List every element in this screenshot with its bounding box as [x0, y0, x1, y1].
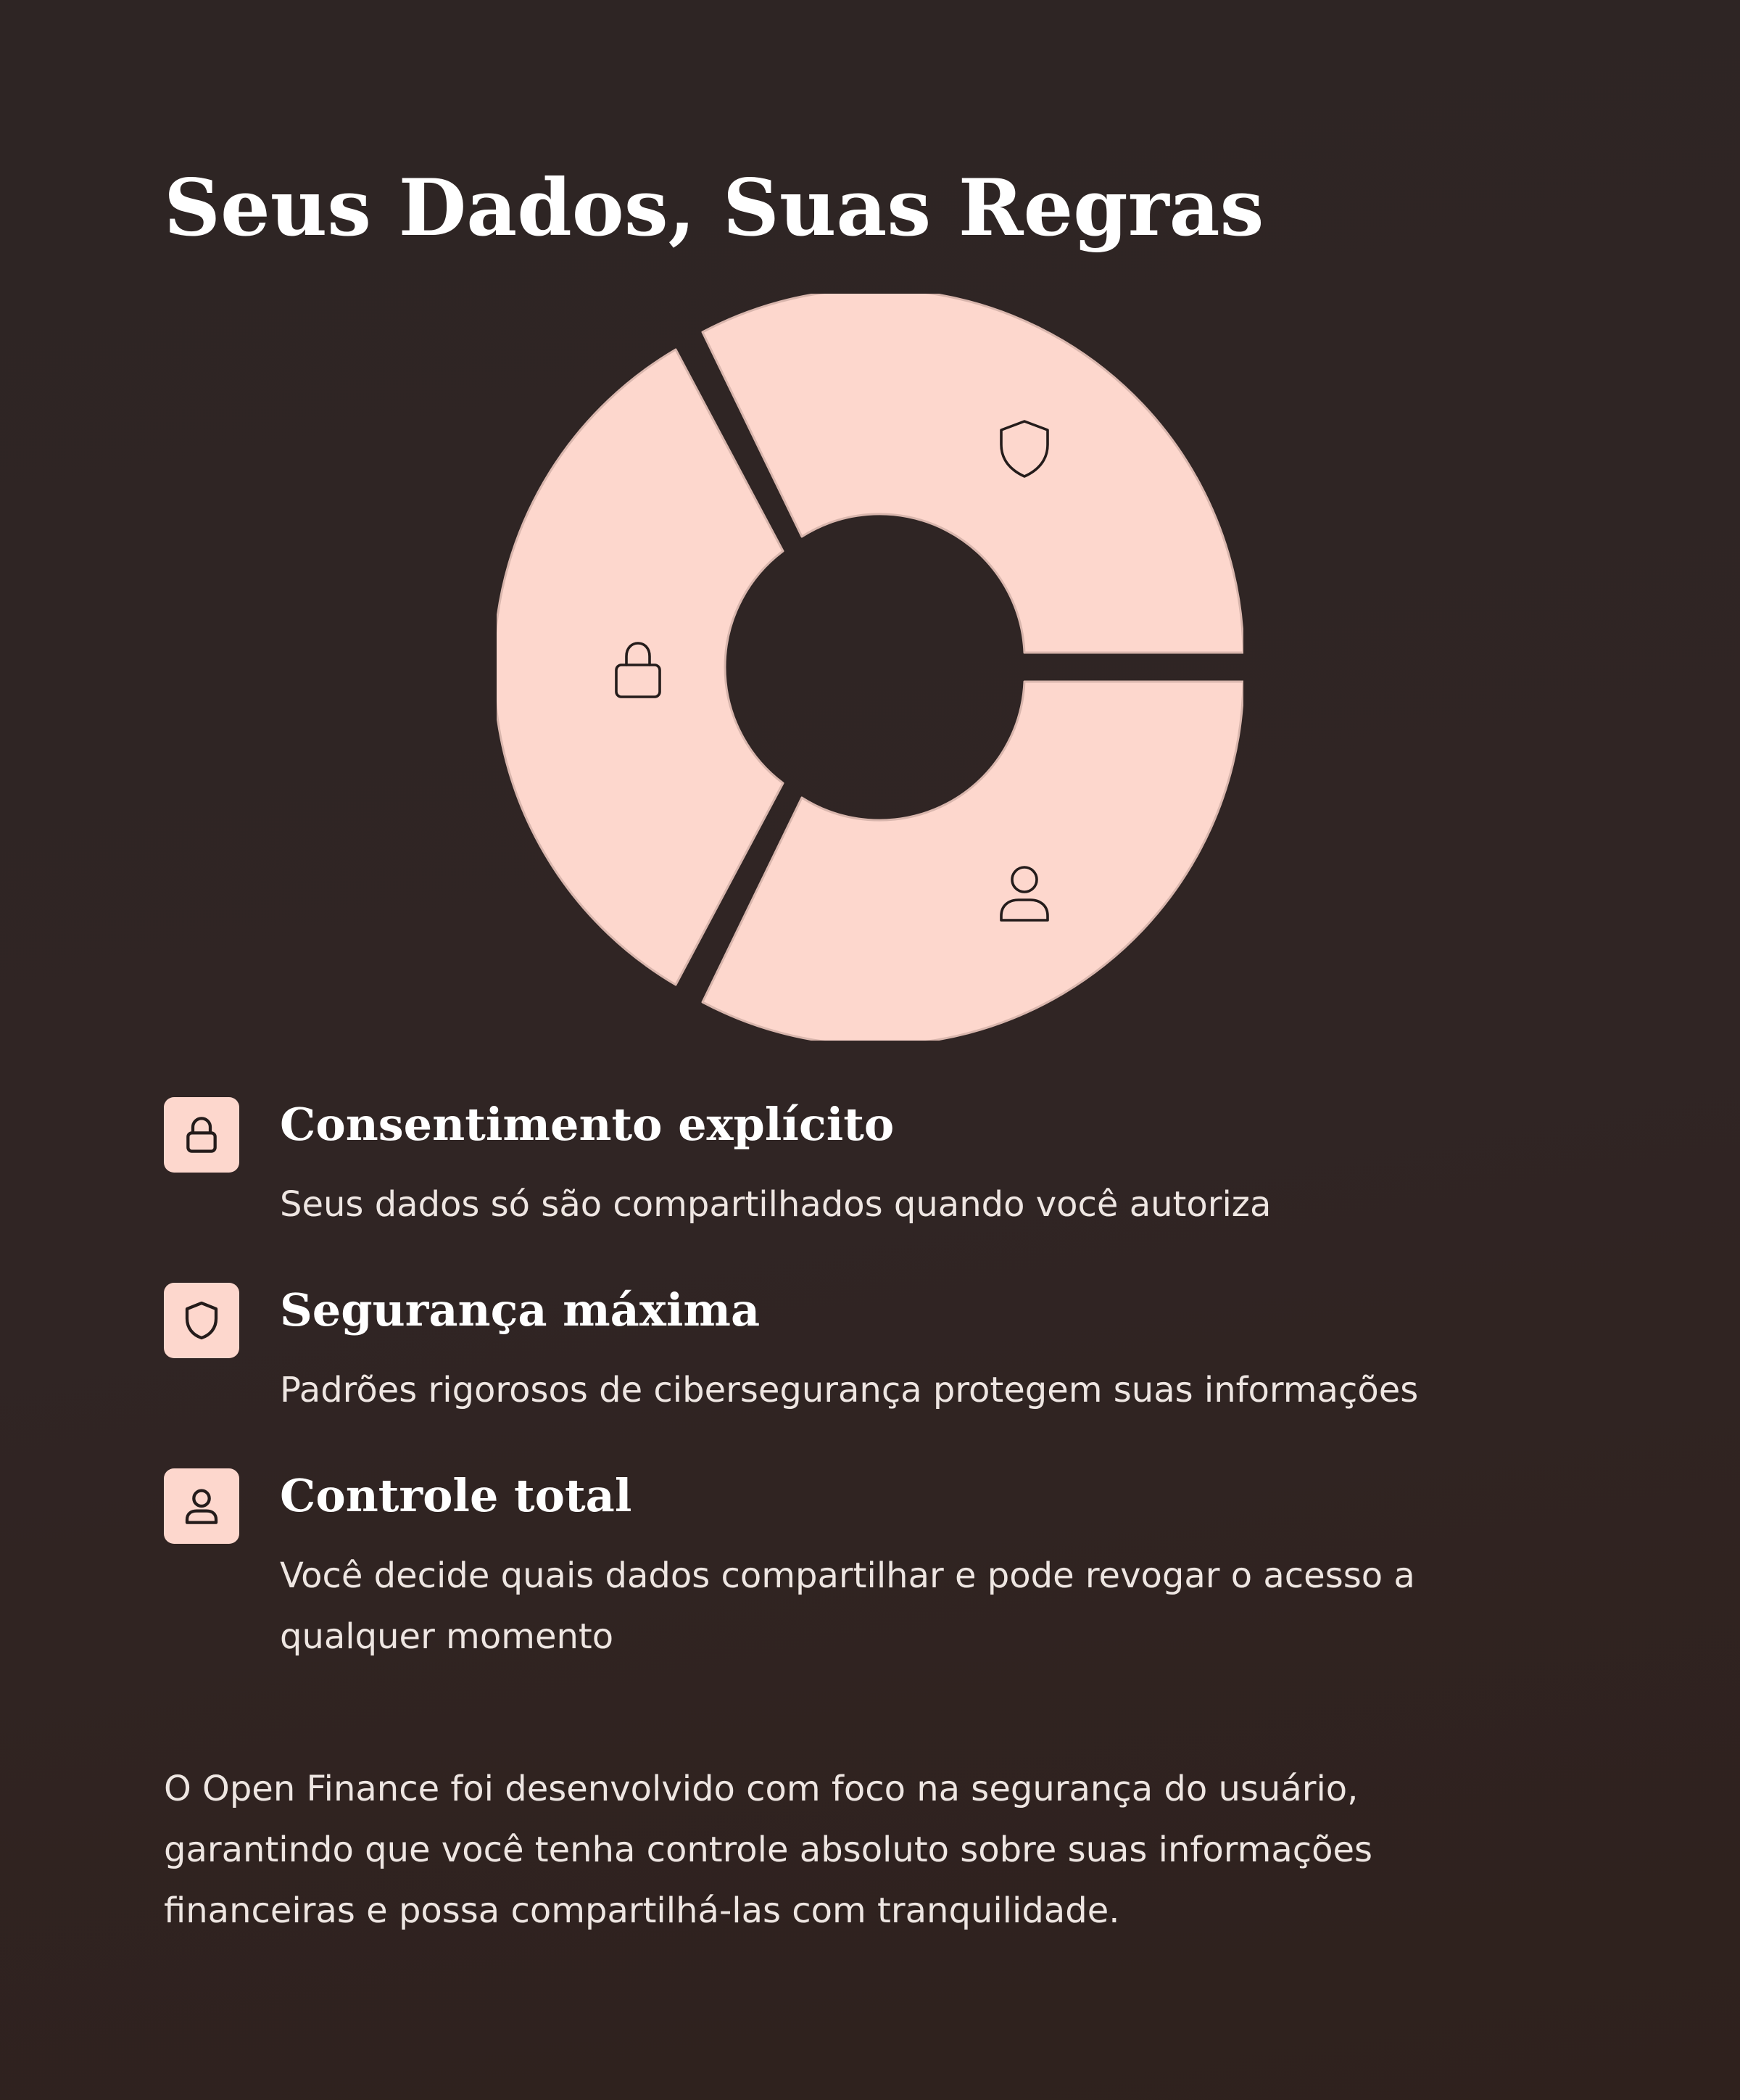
feature-item-consent [164, 1091, 1541, 1235]
user-icon [178, 1483, 225, 1529]
page-title: Seus Dados, Suas Regras [164, 162, 1264, 254]
feature-description: Você decide quais dados compartilhar e pode revogar o acesso a qualquer momento [280, 1555, 1415, 1657]
ring-svg [497, 294, 1243, 1041]
feature-title: Consentimento explícito [280, 1098, 895, 1151]
feature-icon-badge [164, 1283, 239, 1358]
feature-title: Controle total [280, 1469, 632, 1522]
shield-icon [178, 1297, 225, 1344]
feature-title: Segurança máxima [280, 1283, 761, 1336]
feature-item-control [164, 1463, 1541, 1667]
segmented-ring-diagram [497, 294, 1243, 1041]
feature-icon-badge [164, 1468, 239, 1544]
feature-description: Seus dados só são compartilhados quando você autoriza [280, 1184, 1272, 1225]
feature-item-security [164, 1277, 1541, 1421]
feature-list [164, 1091, 1541, 1667]
feature-icon-badge [164, 1097, 239, 1173]
lock-icon [178, 1112, 225, 1158]
ring-segment-lock [497, 350, 783, 985]
ring-segment-shield [703, 294, 1243, 653]
ring-segment-user [703, 682, 1243, 1041]
feature-description: Padrões rigorosos de cibersegurança protegem suas informações [280, 1370, 1419, 1410]
summary-paragraph: O Open Finance foi desenvolvido com foco na segurança do usuário, garantindo que você tenha controle absoluto sobre suas informações financeiras e possa compartilhá-las com tranquilidade. [164, 1769, 1373, 1931]
